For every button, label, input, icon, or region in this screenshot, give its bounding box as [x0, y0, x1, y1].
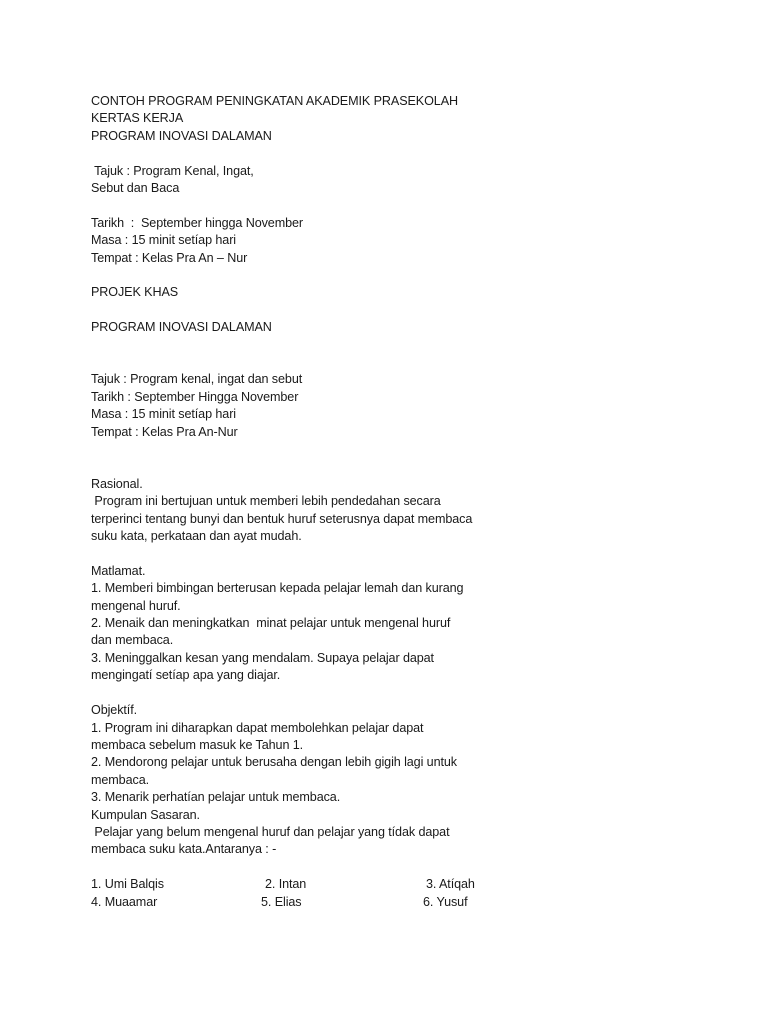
rasional-heading: Rasional.: [91, 476, 143, 491]
rasional-line: Program ini bertujuan untuk memberi lebih pendedahan secara: [91, 494, 441, 509]
projek-tajuk: Tajuk : Program kenal, ingat dan sebut: [91, 372, 303, 387]
intro-tarikh: Tarikh : September hingga November: [91, 215, 303, 230]
sasaran-line: Pelajar yang belum mengenal huruf dan pelajar yang tídak dapat: [91, 824, 450, 839]
objektif-heading: Objektíf.: [91, 703, 137, 718]
projek-program: PROGRAM INOVASI DALAMAN: [91, 320, 272, 335]
student-name: 2. Intan: [265, 877, 307, 892]
program-heading: PROGRAM INOVASI DALAMAN: [91, 128, 272, 143]
rasional-line: suku kata, perkataan dan ayat mudah.: [91, 529, 302, 544]
objektif-line: 3. Menarik perhatían pelajar untuk membaca.: [91, 790, 341, 805]
projek-heading: PROJEK KHAS: [91, 285, 179, 300]
student-name: 4. Muaamar: [91, 894, 158, 909]
matlamat-line: 3. Meninggalkan kesan yang mendalam. Supaya pelajar dapat: [91, 650, 434, 665]
student-name: 3. Atíqah: [426, 877, 475, 892]
document-subtitle: KERTAS KERJA: [91, 111, 184, 126]
intro-tempat: Tempat : Kelas Pra An – Nur: [91, 250, 248, 265]
projek-tempat: Tempat : Kelas Pra An-Nur: [91, 424, 238, 439]
objektif-line: membaca.: [91, 772, 149, 787]
matlamat-line: 2. Menaik dan meningkatkan minat pelajar untuk mengenal huruf: [91, 616, 451, 631]
sasaran-line: membaca suku kata.Antaranya : -: [91, 842, 277, 857]
objektif-line: 2. Mendorong pelajar untuk berusaha dengan lebih gigih lagi untuk: [91, 755, 457, 770]
intro-masa: Masa : 15 minit setíap hari: [91, 233, 236, 248]
objektif-line: 1. Program ini diharapkan dapat membolehkan pelajar dapat: [91, 720, 424, 735]
intro-tajuk-line2: Sebut dan Baca: [91, 181, 180, 196]
student-name: 1. Umi Balqis: [91, 877, 164, 892]
matlamat-line: mengenal huruf.: [91, 598, 181, 613]
student-name: 6. Yusuf: [423, 894, 468, 909]
document-title: CONTOH PROGRAM PENINGKATAN AKADEMIK PRASEKOLAH: [91, 94, 458, 108]
intro-tajuk-line1: Tajuk : Program Kenal, Ingat,: [91, 163, 254, 178]
rasional-line: terperinci tentang bunyi dan bentuk huruf seterusnya dapat membaca: [91, 511, 473, 526]
student-name: 5. Elias: [261, 894, 302, 909]
projek-tarikh: Tarikh : September Hingga November: [91, 389, 299, 404]
objektif-line: membaca sebelum masuk ke Tahun 1.: [91, 737, 304, 752]
sasaran-heading: Kumpulan Sasaran.: [91, 807, 200, 822]
student-list: [91, 876, 691, 911]
projek-masa: Masa : 15 minit setíap hari: [91, 407, 236, 422]
matlamat-line: mengingatí setíap apa yang diajar.: [91, 668, 281, 683]
matlamat-heading: Matlamat.: [91, 563, 146, 578]
matlamat-line: dan membaca.: [91, 633, 174, 648]
document-page: [91, 93, 691, 911]
matlamat-line: 1. Memberi bimbingan berterusan kepada pelajar lemah dan kurang: [91, 581, 464, 596]
